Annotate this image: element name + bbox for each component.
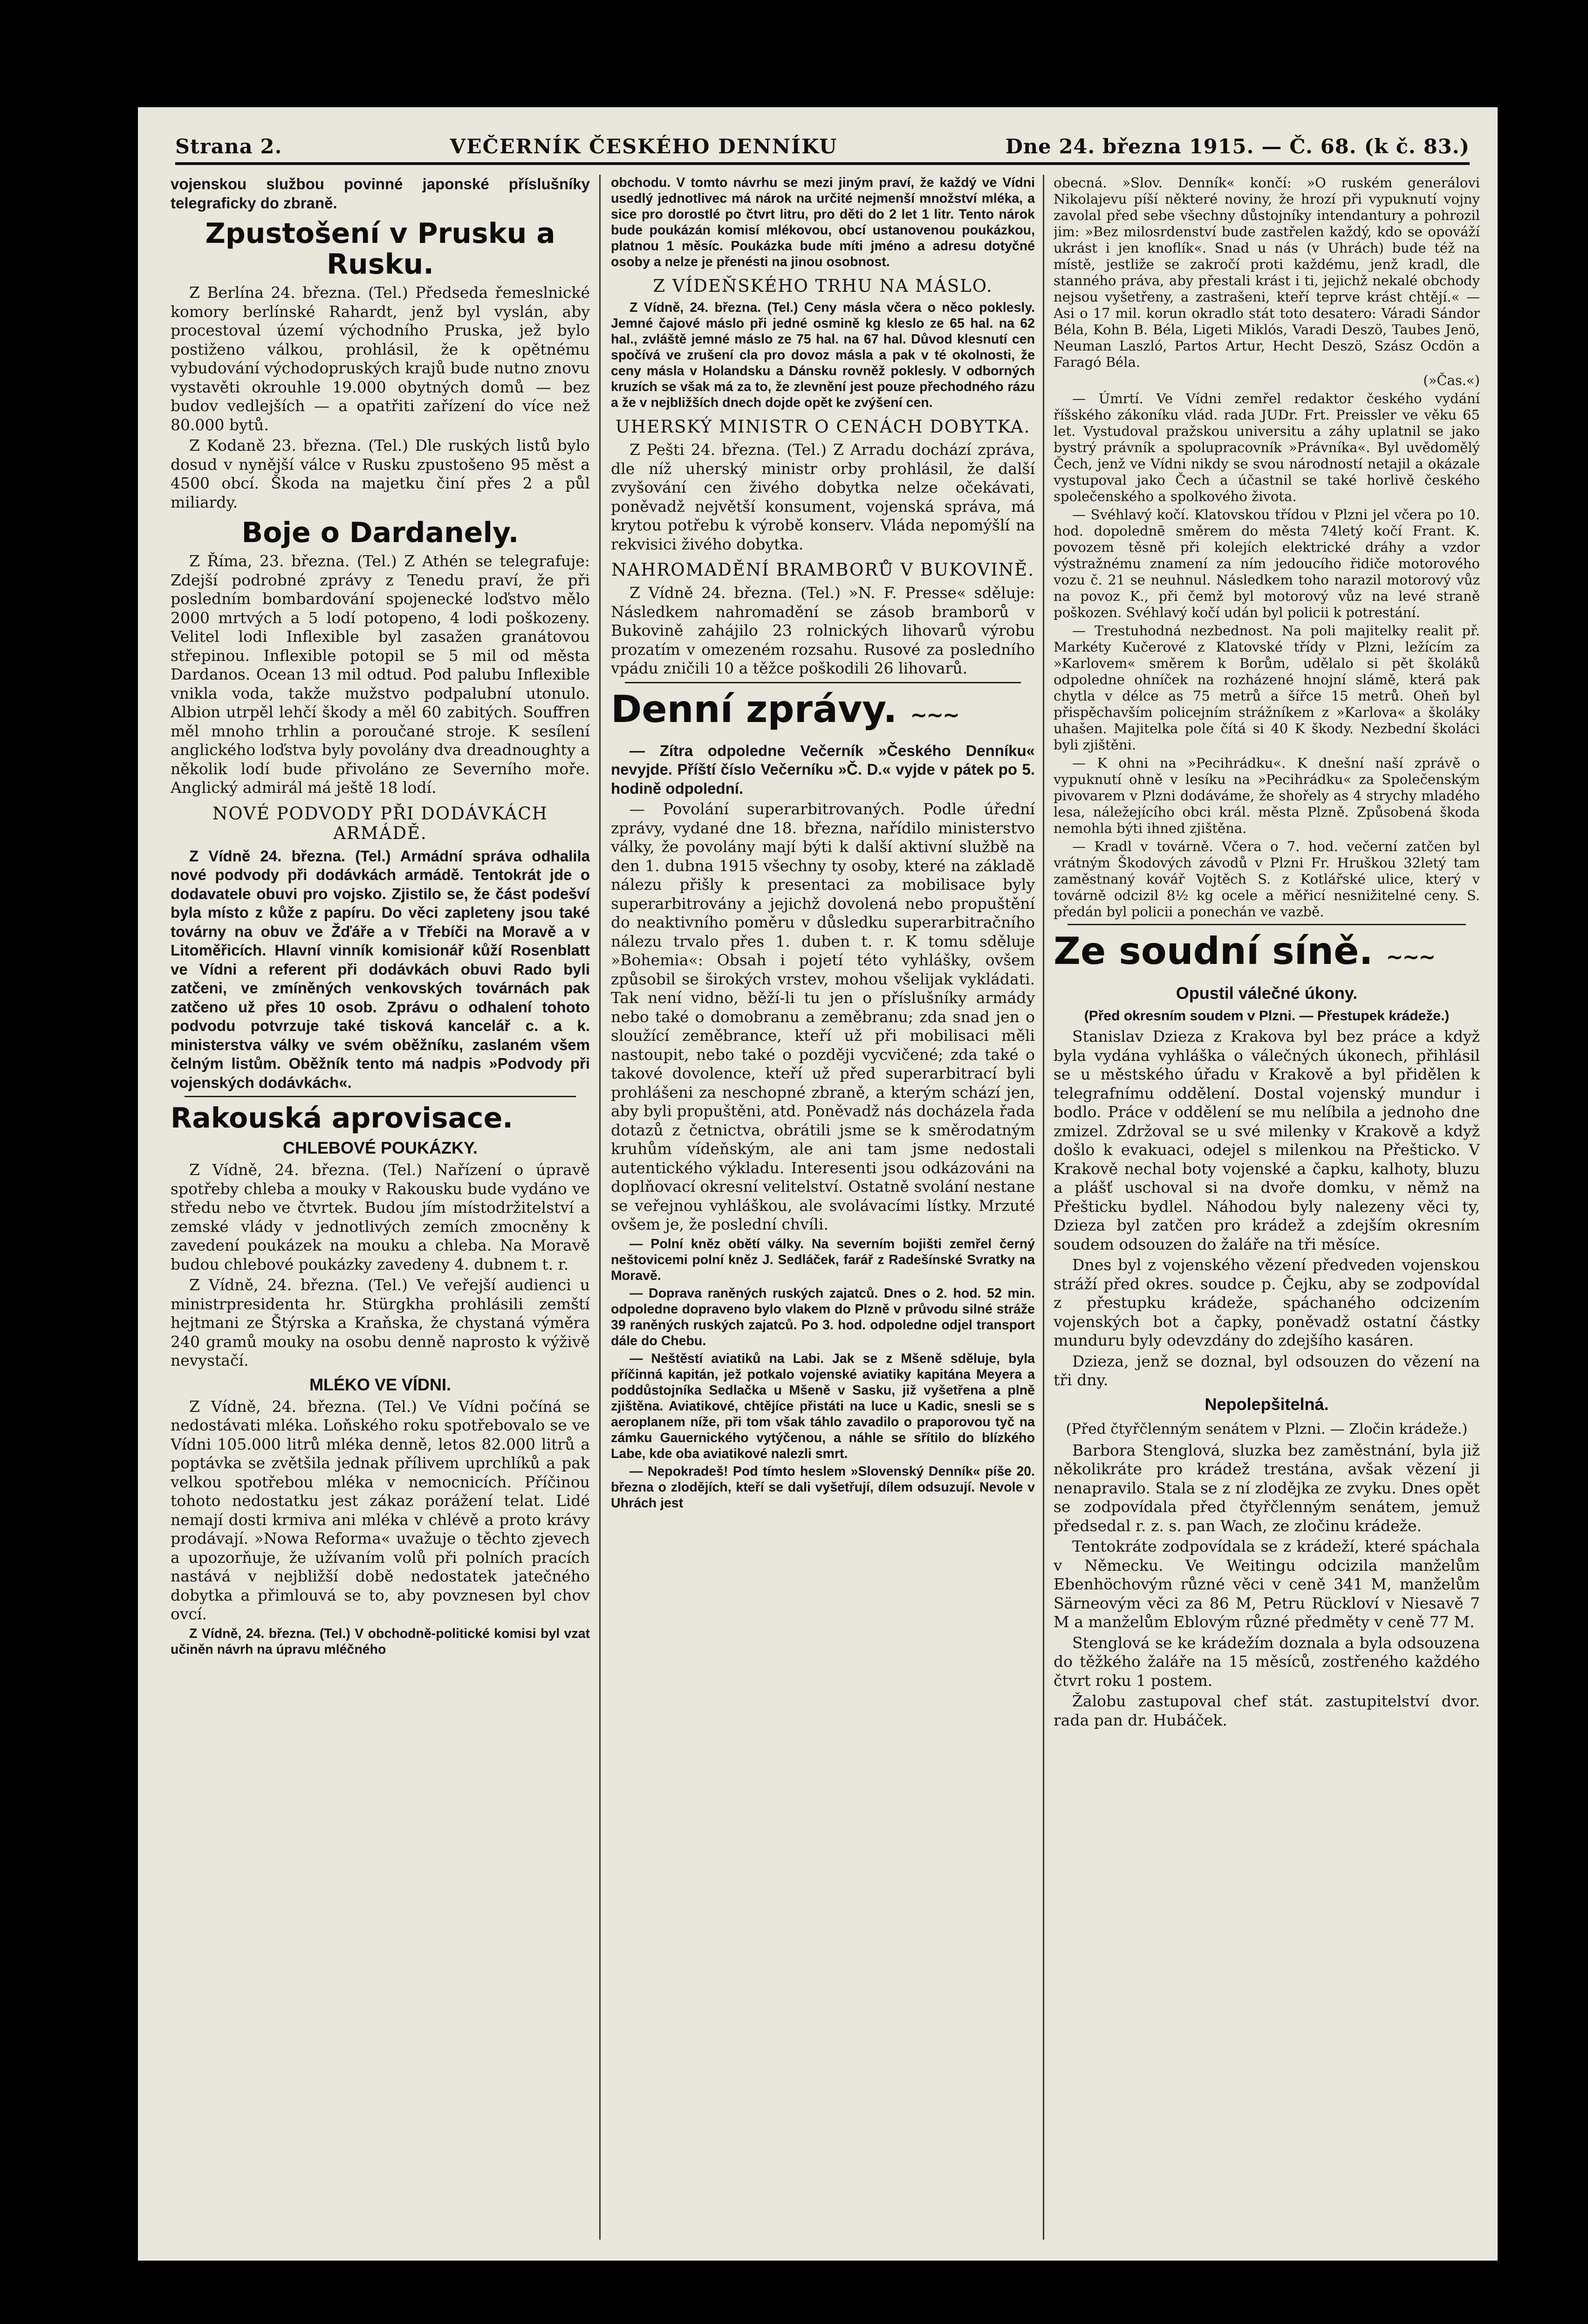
- article-paragraph: Z Vídně, 24. března. (Tel.) Ve Vídni počíná se nedostávati mléka. Loňského roku spotřebovalo se ve Vídni 105.000 litrů mléka denně, letos 82.000 litrů a poptávka se zvětšila jednak přílivem uprchlíků a pak velkou spotřebou mléka v nemocnicích. Příčinou tohoto nedostatku jest zákaz porážení telat. Lidé nemají dosti krmiva ani mléka v chlévě a proto krávy prodávají. »Nowa Reforma« uvažuje o těchto zjevech a upozorňuje, že užívaním volů při polních pracích nastává v nejbližší době nedostatek jatečného dobytka a přimlouvá se to, aby povznesen byl chov ovcí.: [171, 1397, 590, 1623]
- article-paragraph: Z Vídně 24. března. (Tel.) »N. F. Presse« sděluje: Následkem nahromadění se zásob bramborů v Bukovině zahájilo 23 rolnických lihovarů výrobu prozatím v omezeném rozsahu. Rusové za posledního vpádu zničili 10 a těžce poškodili 26 lihovarů.: [611, 584, 1035, 677]
- article-paragraph: Dnes byl z vojenského vězení předveden vojenskou stráží před okres. soudce p. Čejku, aby se zodpovídal z přestupku krádeže, spáchaného odcizením vojenských bot a čapky, poněvadž ostatní částky munduru byly odevzdány do zdejšího kasáren.: [1054, 1256, 1480, 1349]
- page-number: Strana 2.: [175, 135, 282, 158]
- article-paragraph: Z Vídně, 24. března. (Tel.) Ve veřejší audienci u ministrpresidenta hr. Stürgkha prohlásili zemští hejtmani ze Štýrska a Kraňska, že chystaná výměra 240 gramů mouky na osobu denně naprosto k výživě nevystačí.: [171, 1276, 590, 1369]
- article-paragraph: — Doprava raněných ruských zajatců. Dnes o 2. hod. 52 min. odpoledne dopraveno bylo vlakem do Plzně v průvodu silné stráže 39 raněných ruských zajatců. Po 3. hod. odpoledne odjel transport dále do Chebu.: [611, 1286, 1035, 1348]
- section-title: Ze soudní síně.: [1054, 929, 1373, 973]
- column-1: [171, 175, 590, 2244]
- article-paragraph: Z Kodaně 23. března. (Tel.) Dle ruských listů bylo dosud v nynější válce v Rusku zpustošeno 95 měst a 4500 obcí. Škoda na majetku činí přes 2 a půl miliardy.: [171, 436, 590, 511]
- column-3: [1054, 175, 1480, 2244]
- ornament-icon: ~~~: [1386, 945, 1435, 969]
- headline-denni-zpravy: [611, 689, 1035, 736]
- article-paragraph: Z Vídně, 24. března. (Tel.) V obchodně-politické komisi byl vzat učiněn návrh na úpravu mléčného: [171, 1626, 590, 1657]
- column-divider: [599, 175, 601, 2240]
- article-paragraph: Z Vídně 24. března. (Tel.) Armádní správa odhalila nové podvody při dodávkách armádě. Tentokrát jde o dodavatele obuvi pro vojsko. Zjistilo se, že část podešví byla místo z kůže z papíru. Do věci zapleteny jsou také továrny na obuv ve Žďáře a v Třebíči na Moravě a v Litoměřicích. Hlavní vinník komisionář kůží Rosenblatt ve Vídni a referent při dodávkách obuvi Rado byli zatčeni, ve zmíněných venkovských továrnách pak zatčeno už přes 10 osob. Zprávu o odhalení tohoto podvodu potvrzuje také tisková kancelář c. a k. ministerstva války ve svém oběžníku, zaslaném všem čelným listům. Oběžník tento má nadpis »Podvody při vojenských dodávkách«.: [171, 847, 590, 1091]
- court-subtitle: (Před čtyřčlenným senátem v Plzni. — Zločin krádeže.): [1066, 1420, 1468, 1437]
- article-paragraph: Z Vídně, 24. března. (Tel.) Ceny másla včera o něco poklesly. Jemné čajové máslo při jedné osmině kg kleslo ze 65 hal. na 62 hal., zvláště jemné máslo ze 75 hal. na 67 hal. Důvod klesnutí cen spočívá ve zrušení cla pro dovoz másla a pak v té okolnosti, že ceny másla v Holandsku a Dánsku rovněž poklesly. V odborných kruzích se však má za to, že zlevnění jest pouze přechodného rázu a že v nejbližších dnech dojde opět ke zvýšení cen.: [611, 300, 1035, 410]
- column-divider: [1043, 175, 1044, 2240]
- divider: [625, 682, 1021, 683]
- newspaper-page: [138, 107, 1498, 2261]
- article-paragraph: — Povolání superarbitrovaných. Podle úřední zprávy, vydané dne 18. března, nařídilo ministerstvo války, že povolány mají býti k další aktivní službě na den 1. dubna 1915 všechny ty osoby, které na základě nálezu přišly k presentaci za mobilisace byly superarbitrovány a jejichž dovolená nebo propuštění do neaktivního poměru v důsledku superarbitračního nálezu trvalo přes 1. duben t. r. K tomu sděluje »Bohemia«: Obsah i pojetí této vyhlášky, ovšem způsobil se širokých vrstev, mohou všelijak vykládati. Tak není vidno, běží-li tu jen o příslušníky armády nebo také o domobranu a zeměbranu; zda snad jen o sloužící zeměbrance, kteří už při mobilisaci měli nastoupit, nebo také o později vycvičené; zda také o takové dovolence, kteří už před superarbitrací byli prohlášeni za neschopné zbraně, a kterým schází jen, aby byli propuštěni, atd. Poněvadž nás docházela řada dotazů z četnictva, obrátili jsme se k směrodatným kruhům vídeňským, ale ani tam jsme nedostali autentického výkladu. Interesenti jsou odkázováni na doplňovací okresní velitelství. Ostatně svolání nestane se veřejnou vyhláškou, ale svolávacími lístky. Mrzuté ovšem je, že poslední chvíli.: [611, 800, 1035, 1233]
- article-paragraph: Stanislav Dzieza z Krakova byl bez práce a když byla vydána vyhláška o válečných úkonech, přihlásil se u městského úřadu v Krakově a byl přidělen k telegrafnímu oddělení. Dostal vojenský mundur i bodlo. Práce v oddělení se mu nelíbila a jednoho dne zmizel. Zdržoval se u své milenky v Krakově a když došlo k evakuaci, odejel s milenkou na Přešticko. V Krakově nechal boty vojenské a čapku, kalhoty, bluzu a plášť uschoval si na dvoře domku, v němž na Přešticku bydlel. Náhodou byly nalezeny věci ty, Dzieza byl zatčen pro krádež a zdejším okresním soudem odsouzen do žaláře na tři měsíce.: [1054, 1027, 1480, 1253]
- headline-nepolepsitelna: Nepolepšitelná.: [1205, 1394, 1329, 1414]
- article-paragraph: — Trestuhodná nezbednost. Na poli majitelky realit př. Markéty Kučerové z Klatovské třídy v Plzni, ležícím za »Karlovem« směrem k Borům, udělalo si pět školáků odpoledne ohníček na rozházené hnojní slámě, která pak chytla v délce as 75 metrů a šířce 15 metrů. Oheň byl přispěchavším policejním strážníkem z »Karlova« a školáky uhašen. Majitelka pole čítá si 40 K škody. Nezbední školáci byli zjištěni.: [1054, 623, 1480, 753]
- article-paragraph: obchodu. V tomto návrhu se mezi jiným praví, že každý ve Vídni usedlý jednotlivec má nárok na určité nejmenší množství mléka, a sice pro dorostlé po čtvrt litru, pro děti do 2 let 1 litr. Tento nárok bude poukázán komisí mlékovou, obcí ustanovenou poukázkou, platnou 1 měsíc. Poukázka bude míti jméno a adresu dotyčné osoby a nelze je přenésti na jinou osobnost.: [611, 175, 1035, 269]
- article-paragraph: Barbora Stenglová, sluzka bez zaměstnání, byla již několikráte pro krádež trestána, avšak vězení ji nenapravilo. Stala se z ní zlodějka ze zvyku. Dnes opět se zodpovídala před čtyřčlenným senátem, jemuž předsedal r. z. s. pan Wach, ze zločinu krádeže.: [1054, 1441, 1480, 1535]
- article-paragraph: — Polní kněz obětí války. Na severním bojišti zemřel černý neštovicemi polní kněz J. Sedláček, farář z Radešínské Svratky na Moravě.: [611, 1236, 1035, 1283]
- section-title: Denní zprávy.: [611, 687, 897, 731]
- issue-date: Dne 24. března 1915. — Č. 68. (k č. 83.): [1005, 135, 1470, 158]
- court-subtitle: (Před okresním soudem v Plzni. — Přestupek krádeže.): [1084, 1008, 1450, 1024]
- article-paragraph: Dzieza, jenž se doznal, byl odsouzen do vězení na tři dny.: [1054, 1352, 1480, 1389]
- headline-aprovisace: Rakouská aprovisace.: [171, 1102, 513, 1134]
- article-paragraph: Žalobu zastupoval chef stát. zastupitelství dvor. rada pan dr. Hubáček.: [1054, 1692, 1480, 1729]
- article-paragraph: Z Vídně, 24. března. (Tel.) Nařízení o úpravě spotřeby chleba a mouky v Rakousku bude vydáno ve středu nebo ve čtvrtek. Budou jím místodržitelství a zemské vlády v jednotlivých zemích zmocněny k zavedení poukázek na mouku a chleba. Na Moravě budou chlebové poukázky zavedeny 4. dubnem t. r.: [171, 1161, 590, 1273]
- ornament-icon: ~~~: [910, 703, 959, 727]
- article-paragraph: — K ohni na »Pecihrádku«. K dnešní naší zprávě o vypuknutí ohně v lesíku na »Pecihrádku« za Společenským pivovarem v Plzni dodáváme, že shořely as 4 strychy mladého lesa, náležejícího obci král. města Plzně. Způsobená škoda nemohla býti ihned zjištěna.: [1054, 755, 1480, 836]
- divider: [185, 1096, 576, 1097]
- article-paragraph: Tentokráte zodpovídala se z krádeží, které spáchala v Německu. Ve Weitingu odcizila manželům Ebenhöchovým různé věci v ceně 341 M, manželům Särneovým věci za 86 M, Petru Rückloví v Niesavě 7 M a manželům Eblovým různé předměty v ceně 77 M.: [1054, 1537, 1480, 1631]
- newspaper-title: VEČERNÍK ČESKÉHO DENNÍKU: [450, 135, 838, 158]
- article-paragraph: — Úmrtí. Ve Vídni zemřel redaktor českého vydání říšského zákoníku vlád. rada JUDr. Frt. Preissler ve věku 65 let. Vystudoval pražskou universitu a záhy uplatnil se jako bystrý právník a spolupracovník »Právníka«. Byl uvědomělý Čech, jenž ve Vídni nikdy se svou národností netajil a okázale vystupoval jako Čech a účastnil se také horlivě českého společenského a spolkového života.: [1054, 391, 1480, 504]
- headline-mleko: MLÉKO VE VÍDNI.: [309, 1375, 452, 1394]
- headline-prusko: Zpustošení v Prusku a Rusku.: [205, 217, 555, 281]
- headline-brambory: NAHROMADĚNÍ BRAMBORŮ V BUKOVINĚ.: [611, 560, 1034, 580]
- page-header: [175, 131, 1470, 158]
- article-paragraph: Z Říma, 23. března. (Tel.) Z Athén se telegrafuje: Zdejší podrobné zprávy z Tenedu praví, že při posledním bombardování spojenecké loďstvo mělo 2000 mrtvých a 5 lodí potopeno, 4 lodi poškozeny. Velitel lodi Inflexible byl zasažen granátovou střepinou. Inflexible potopil se 5 mil od města Dardanos. Ocean 13 mil odtud. Pod palubu Inflexible vnikla voda, takže mužstvo podpalubní utonulo. Albion utrpěl lehčí škody a měl 60 zabitých. Souffren měl mnoho trhlin a poroučané stroje. K sesílení anglického loďstva byly povolány dva dreadnoughty a několik lodí bude přivoláno ze Severního moře. Anglický admirál má ještě 18 lodí.: [171, 552, 590, 797]
- headline-dardanely: Boje o Dardanely.: [241, 516, 519, 549]
- article-paragraph: Z Pešti 24. března. (Tel.) Z Arradu dochází zpráva, dle níž uherský ministr orby prohlásil, že další zvyšování cen živého dobytka nelze očekávati, poněvadž největší konsument, vojenská správa, má krytou potřebu k výrobě konserv. Vláda nepomýšlí na rekvisici živého dobytka.: [611, 440, 1035, 553]
- headline-uhersky: UHERSKÝ MINISTR O CENÁCH DOBYTKA.: [615, 417, 1031, 437]
- column-2: [611, 175, 1035, 2244]
- source-note: (»Čas.«): [1423, 372, 1480, 388]
- article-paragraph: Stenglová se ke krádežím doznala a byla odsouzena do těžkého žaláře na 15 měsíců, zostřeného každého čtvrt roku 1 postem.: [1054, 1633, 1480, 1690]
- headline-soudni-sin: [1054, 931, 1480, 978]
- article-paragraph: Z Berlína 24. března. (Tel.) Předseda řemeslnické komory berlínské Rahardt, jenž byl vyslán, aby procestoval území východního Pruska, jež bylo postiženo válkou, prohlásil, že k opětnému vybudování východopruských krajů bude nutno znovu vystavěti okrouhle 19.000 obytných domů — bez budov vedlejších — a opatřiti zařízení do více než 80.000 bytů.: [171, 283, 590, 434]
- header-rule: [175, 162, 1470, 165]
- divider: [1068, 924, 1466, 925]
- headline-podvody: NOVÉ PODVODY PŘI DODÁVKÁCH ARMÁDĚ.: [212, 803, 548, 843]
- article-paragraph: vojenskou službou povinné japonské příslušníky telegraficky do zbraně.: [171, 175, 590, 212]
- article-paragraph: obecná. »Slov. Denník« končí: »O ruském generálovi Nikolajevu píší některé noviny, že hrozí při vypuknutí vojny zavolal před sebe všechny důstojníky intendantury a pohrozil jim: »Bez milosrdenství bude zastřelen každý, kdo se opováží ukrást i jen knoflík«. Snad u nás (v Uhrách) bude též na místě, jestliže se zakročí proti každému, jenž kradl, dle stanného práva, aby přestali krást i ti, jejichž nekalé obchody nejsou vyšetřeny, a zastrašeni, kteří teprve krást chtějí.« — Asi o 17 mil. korun okradlo stát toto desatero: Váradi Sándor Béla, Kohn B. Béla, Ligeti Miklós, Varadi Deszö, Taubes Jenö, Neuman Laszló, Partos Artur, Hecht Deszö, Szász Ocdön a Faragó Béla.: [1054, 175, 1480, 370]
- headline-chleb: CHLEBOVÉ POUKÁZKY.: [282, 1138, 478, 1157]
- headline-maslo: Z VÍDEŇSKÉHO TRHU NA MÁSLO.: [653, 276, 993, 296]
- article-paragraph: — Svéhlavý kočí. Klatovskou třídou v Plzni jel včera po 10. hod. dopolednē směrem do města 74letý kočí Frant. K. povozem těsně při kolejích elektrické dráhy a vzdor výstražnému znamení za ním jedoucího řidiče motorového vozu č. 21 se neuhnul. Následkem toho narazil motorový vůz na povoz K., při čemž byl motorový vůz na levé straně poškozen. Svéhlavý kočí udán byl policii k potrestání.: [1054, 507, 1480, 620]
- article-paragraph: — Neštěstí aviatiků na Labi. Jak se z Mšeně sděluje, byla příčinná kapitán, jež potkalo vojenské aviatiky kapitána Meyera a poddůstojníka Sedlačka u Mšeně v Sasku, již vyšetřena a plně zjištěna. Aviatikové, chtějíce přistáti na luce u Kadic, snesli se s aeroplanem níže, při tom však táhlo zavadilo o praporovou tyč na zámku Gauernického vytýčenou, a náhle se sřítilo do blízkého Labe, kde oba aviatikové nalezli smrt.: [611, 1351, 1035, 1461]
- article-paragraph: — Nepokradeš! Pod tímto heslem »Slovenský Denník« píše 20. března o zlodějích, kteří se dali vyšetřují, dílem odsuzují. Nevole v Uhrách jest: [611, 1464, 1035, 1511]
- headline-ukony: Opustil válečné úkony.: [1176, 983, 1358, 1003]
- article-paragraph: — Kradl v továrně. Včera o 7. hod. večerní zatčen byl vrátným Škodových závodů v Plzni Fr. Hruškou 32letý tam zaměstnaný kovář Vojtěch S. z Kotlářské ulice, který v továrně odcizil 8½ kg ocele a měřicí nesnižitelné ceny. S. předán byl policii a ponechán ve vazbě.: [1054, 839, 1480, 920]
- article-paragraph: — Zítra odpoledne Večerník »Českého Denníku« nevyjde. Příští číslo Večerníku »Č. D.« vyjde v pátek po 5. hodině odpolední.: [611, 742, 1035, 797]
